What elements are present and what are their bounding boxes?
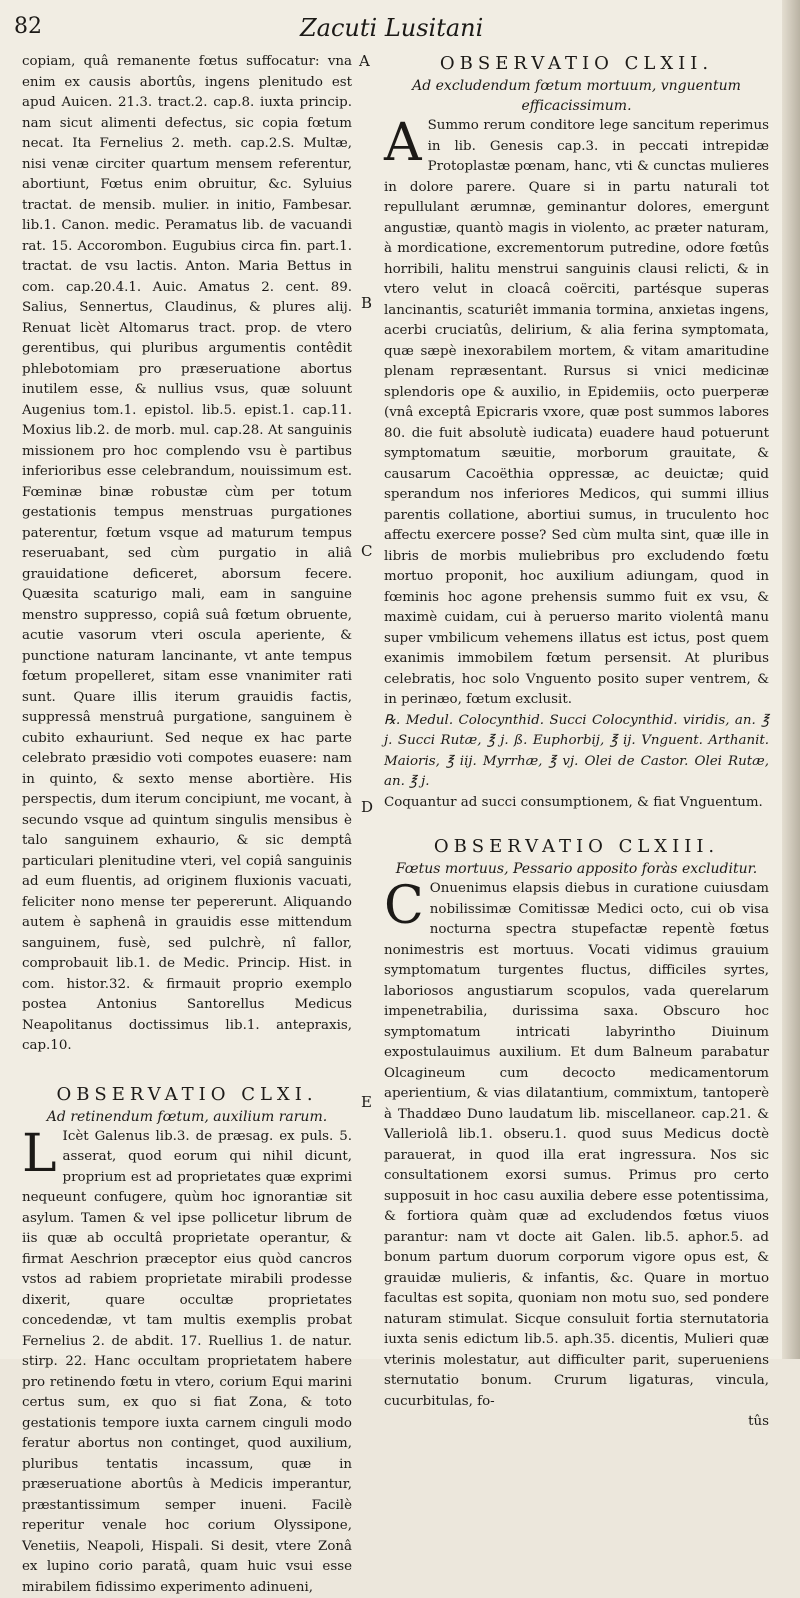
- observation-body: [22, 1127, 352, 1598]
- margin-letter-a: A: [359, 52, 370, 70]
- page-number: 82: [14, 14, 42, 39]
- right-column: [384, 52, 769, 1433]
- observation-text: Onuenimus elapsis diebus in curatione cuiusdam nobilissimæ Comitissæ Medici octo, cui ob visa nocturna spectra stupefactæ repentè fœtus nonimestris est mortuus. Vocati vidimus grauium symptomatum turgentes fluctus, difficiles syrtes, laboriosos angustiarum scopulos, vada querelarum impenetrabilia, durissima saxa. Obscuro hoc symptomatum intricati labyrintho Diuinum expostulauimus auxilium. Et dum Balneum parabatur Olcagineum cum decocto medicamentorum aperientium, & vias dilatantium, commixtum, tantoperè à Thaddæo Duno laudatum lib. miscellaneor. cap.21. & Valleriolâ lib.1. obseru.1. quod suus Medicus doctè parauerat, in quod illa erat ingressura. Nos sic consultationem exorsi sumus. Primus pro certo supposuit in hoc casu auxilia debere esse potentissima, & fortiora quàm quæ ad excludendos fœtus viuos parantur: nam vt docte ait Galen. lib.5. aphor.5. ad bonum partum duorum corporum vigore opus est, & grauidæ mulieris, & infantis, &c. Quare in mortuo facultas est sopita, quoniam non motu suo, sed pondere naturam stimulat. Sicque consuluit fortia sternutatoria iuxta senis edictum lib.5. aph.35. dicentis, Mulieri quæ vterinis molestatur, aut difficulter parit, superueniens sternutatio bonum. Crurum ligaturas, vincula, cucurbitulas, fo-: [384, 881, 769, 1409]
- margin-letter-b: B: [361, 294, 372, 312]
- observation-title: OBSERVATIO CLXIII.: [384, 835, 769, 859]
- observation-subtitle: Fœtus mortuus, Pessario apposito foràs excluditur.: [384, 859, 769, 879]
- recipe-closing: Coquantur ad succi consumptionem, & fiat Vnguentum.: [384, 793, 769, 814]
- observation-body: [384, 879, 769, 1412]
- page-gutter-shadow: [782, 0, 800, 1359]
- observation-clxiii: [384, 835, 769, 1433]
- running-title: Zacuti Lusitani: [300, 14, 483, 42]
- left-column: [22, 52, 352, 1598]
- observation-title: OBSERVATIO CLXII.: [384, 52, 769, 76]
- drop-cap: A: [384, 120, 422, 166]
- observation-clxii: [384, 52, 769, 813]
- observation-clxi: [22, 1083, 352, 1598]
- margin-letter-e: E: [361, 1093, 372, 1111]
- observation-title: OBSERVATIO CLXI.: [22, 1083, 352, 1107]
- observation-subtitle: Ad retinendum fœtum, auxilium rarum.: [22, 1107, 352, 1127]
- observation-text: Icèt Galenus lib.3. de præsag. ex puls. 5. asserat, quod eorum qui nihil dicunt, proprium est ad proprietates quæ exprimi nequeunt confugere, quùm hoc ignorantiæ sit asylum. Tamen & vel ipse pollicetur librum de iis quæ ab occultâ proprietate operantur, & firmat Aeschrion præceptor eius quòd cancros vstos ad rabiem proprietate mirabili prodesse dixerit, quare occultæ proprietates concedendæ, vt tam multis exemplis probat Fernelius 2. de abdit. 17. Ruellius 1. de natur. stirp. 22. Hanc occultam proprietatem habere pro retinendo fœtu in vtero, corium Equi marini certus sum, ex quo si fiat Zona, & toto gestationis tempore iuxta carnem cinguli modo feratur abortus non continget, quod auxilium, pluribus tentatis incassum, quæ in præseruatione abortûs à Medicis imperantur, præstantissimum semper inueni. Facilè reperitur venale hoc corium Olyssipone, Venetiis, Neapoli, Hispali. Si desit, vtere Zonâ ex lupino corio paratâ, quam huic vsui esse mirabilem fidissimo experimento adinueni,: [22, 1129, 352, 1595]
- continuation-paragraph: copiam, quâ remanente fœtus suffocatur: vna enim ex causis abortûs, ingens plenitudo est apud Auicen. 21.3. tract.2. cap.8. iuxta princip. nam sicut alimenti defectus, sic copia fœtum necat. Ita Fernelius 2. meth. cap.2.S. Multæ, nisi venæ circiter quartum mensem referentur, abortiunt, Fœtus enim obruitur, &c. Syluius tractat. de mensib. mulier. in initio, Fambesar. lib.1. Canon. medic. Peramatus lib. de vacuandi rat. 15. Accorombon. Eugubius circa fin. part.1. tractat. de vsu lactis. Anton. Maria Bettus in com. cap.20.4.1. Auic. Amatus 2. cent. 89. Salius, Sennertus, Claudinus, & plures alij. Renuat licèt Altomarus tract. prop. de vtero gerentibus, qui pluribus argumentis contêdit phlebotomiam pro præseruatione abortus inutilem esse, & nullius vsus, quæ soluunt Augenius tom.1. epistol. lib.5. epist.1. cap.11. Moxius lib.2. de morb. mul. cap.28. At sanguinis missionem pro hoc complendo vsu è partibus inferioribus esse celebrandum, nouissimum est. Fœminæ binæ robustæ cùm per totum gestationis tempus menstruas purgationes paterentur, fœtum vsque ad maturum tempus reseruabant, sed cùm purgatio in aliâ grauidatione deficeret, aborsum fecere. Quæsita scaturigo mali, eam in sanguine menstro suppresso, copiâ suâ fœtum obruente, acutie vasorum vteri oscula aperiente, & punctione naturam lancinante, vt ante tempus fœtum propelleret, sitam esse vnanimiter rati sunt. Quare illis iterum grauidis factis, suppressâ menstruâ purgatione, sanguinem è cubito exhauriunt. Sed neque ex hac parte celebrato præsidio voti compotes euasere: nam in quinto, & sexto mense abortière. His perspectis, dum iterum concipiunt, me vocant, à secundo vsque ad quintum singulis mensibus è talo sanguinem exhaurio, & sic demptâ particulari plenitudine vteri, vel copiâ sanguinis ad eum fluentis, ad originem fluxionis vacuati, feliciter nono mense ter pepererunt. Aliquando autem è saphenâ in grauidis esse mittendum sanguinem, fusè, sed pulchrè, nî fallor, comprobauit lib.1. de Medic. Princip. Hist. in com. histor.32. & firmauit proprio exemplo postea Antonius Santorellus Medicus Neapolitanus doctissimus lib.1. antepraxis, cap.10.: [22, 52, 352, 1057]
- observation-subtitle: Ad excludendum fœtum mortuum, vnguentum efficacissimum.: [384, 76, 769, 116]
- recipe: ℞. Medul. Colocynthid. Succi Colocynthid. viridis, an. ℥ j. Succi Rutæ, ℥ j. ß. Euphorbij, ℥ ij. Vnguent. Arthanit. Maioris, ℥ iij. Myrrhæ, ℥ vj. Olei de Castor. Olei Rutæ, an. ℥ j.: [384, 711, 769, 793]
- margin-letter-d: D: [361, 798, 373, 816]
- catchword: tûs: [384, 1412, 769, 1433]
- drop-cap: C: [384, 883, 424, 929]
- drop-cap: L: [22, 1131, 57, 1177]
- observation-body: [384, 116, 769, 711]
- observation-text: Summo rerum conditore lege sancitum reperimus in lib. Genesis cap.3. in peccati intrepidæ Protoplastæ pœnam, hanc, vti & cunctas mulieres in dolore parere. Quare si in partu naturali tot repullulant ærumnæ, geminantur dolores, emergunt angustiæ, quantò magis in violento, ac præter naturam, à mordicatione, excrementorum putredine, odore fœtûs horribili, halitu menstrui sanguinis clausi relicti, & in vtero velut in cloacâ coërciti, partésque superas lancinantis, scaturiêt immania tormina, anxietas ingens, acerbi cruciatûs, delirium, & alia ferina symptomata, quæ sæpè inexorabilem mortem, & vitam amaritudine plenam repræsentant. Rursus si vnici medicinæ splendoris ope & auxilio, in Epidemiis, octo puerperæ (vnâ exceptâ Epicraris vxore, quæ post summos labores 80. die fuit absolutè iudicata) euadere haud potuerunt symptomatum sæuitie, morborum grauitate, & causarum Cacoëthia oppressæ, ac deuictæ; quid sperandum nos inferiores Medicos, qui summi illius parentis collatione, abortiui sumus, in truculento hoc affectu exercere posse? Sed cùm multa sint, quæ ille in libris de morbis muliebribus pro excludendo fœtu mortuo proponit, hoc auxilium adiungam, quod in fœminis hoc agone prehensis summo fuit ex vsu, & maximè cuidam, cui à peruerso marito violentâ manu super vmbilicum vehemens illatus est ictus, post quem exanimis immobilem fœtum persensit. At pluribus celebratis, hoc solo Vnguento posito super ventrem, & in perinæo, fœtum exclusit.: [384, 118, 769, 707]
- margin-letter-c: C: [361, 542, 372, 560]
